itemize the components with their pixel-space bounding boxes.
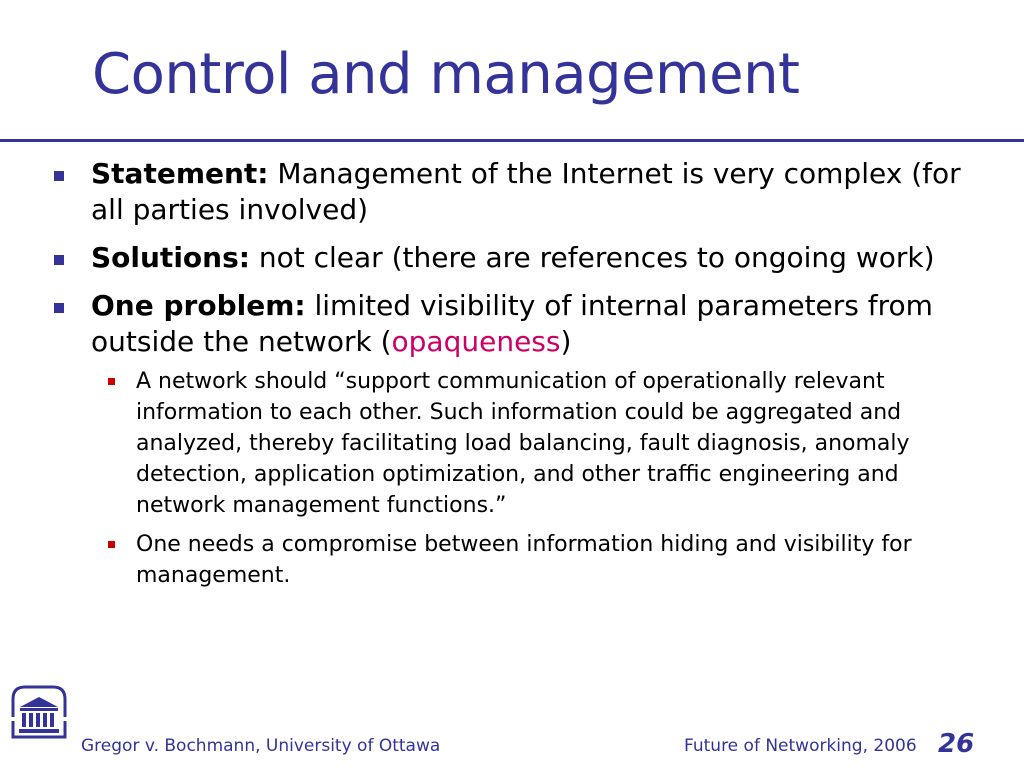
slide-content — [0, 156, 1024, 599]
sub-bullet-square-icon — [108, 378, 115, 385]
sub-bullet-square-icon — [108, 541, 115, 548]
sub-bullet-compromise — [0, 529, 1024, 591]
page-number: 26 — [938, 729, 975, 759]
highlighted-term: opaqueness — [391, 325, 561, 358]
bullet-square-icon — [54, 171, 64, 181]
slide-title: Control and management — [92, 42, 800, 107]
bullet-solutions — [0, 240, 1024, 276]
bullet-text: limited visibility of internal parameters from outside the network ( — [91, 289, 933, 358]
university-building-icon — [10, 683, 68, 745]
bullet-label: Statement: — [91, 157, 269, 190]
bullet-text: not clear (there are references to ongoing work) — [249, 241, 935, 274]
bullet-text: Management of the Internet is very complex (for all parties involved) — [91, 157, 961, 226]
bullet-square-icon — [54, 303, 64, 313]
sub-bullet-text: One needs a compromise between information hiding and visibility for management. — [136, 532, 912, 588]
sub-bullet-quote — [0, 366, 1024, 521]
bullet-square-icon — [54, 255, 64, 265]
bullet-statement — [0, 156, 1024, 228]
bullet-text-end: ) — [560, 325, 572, 358]
title-divider — [0, 139, 1024, 142]
footer-author: Gregor v. Bochmann, University of Ottawa — [81, 736, 441, 756]
bullet-one-problem — [0, 288, 1024, 360]
bullet-label: Solutions: — [91, 241, 250, 274]
sub-bullet-text: A network should “support communication of operationally relevant information to each other. Such information could be aggregated and analyzed, thereby facilitating load balancing, fault diagnosis, anomaly detection, application optimization, and other traffic engineering and network management functions.” — [136, 369, 910, 518]
footer-event: Future of Networking, 2006 — [684, 736, 917, 756]
bullet-label: One problem: — [91, 289, 306, 322]
